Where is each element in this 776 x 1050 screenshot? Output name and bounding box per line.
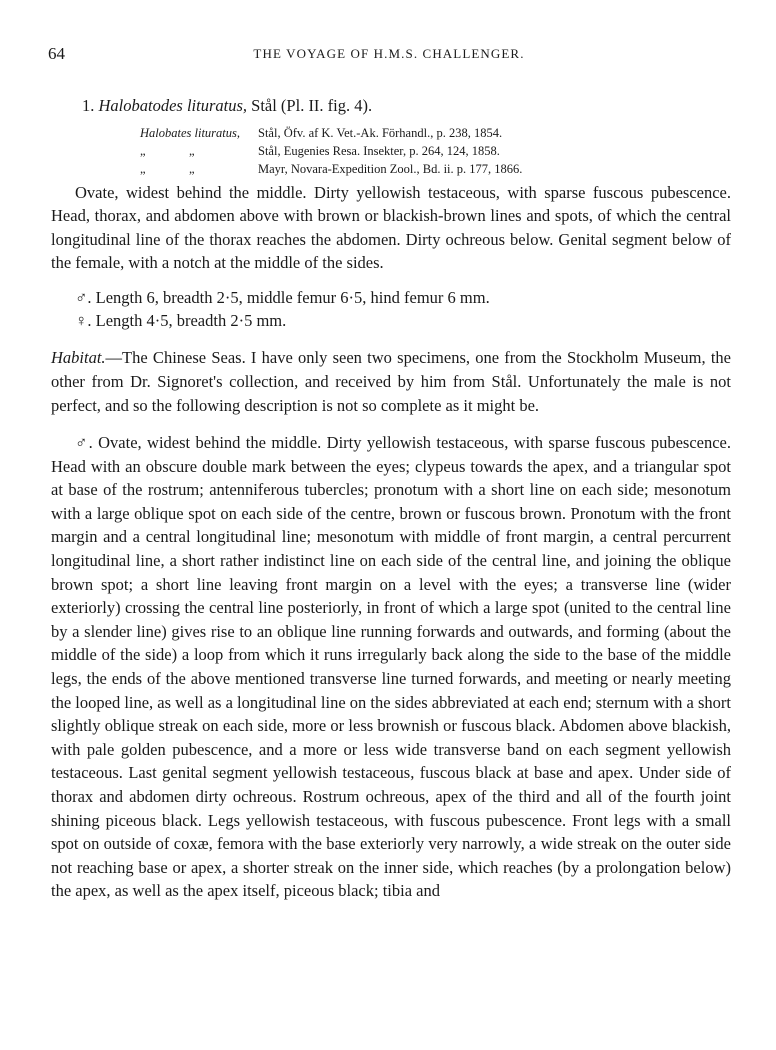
synonym-entry [140, 124, 522, 142]
species-description [51, 181, 731, 275]
male-description-paragraph: ♂. Ovate, widest behind the middle. Dirty yellowish testaceous, with sparse fuscous pubescence. Head with an obscure double mark between the eyes; clypeus towards the apex, and a triangular spot at base of the rostrum; antenniferous tubercles; pronotum with a short line on each side; mesonotum with a large oblique spot on each side of the centre, brown or fuscous brown. Pronotum with the front margin and a central longitudinal line; mesonotum with middle of front margin, a central percurrent longitudinal line, a short rather indistinct line on each side of the central line, and joining the oblique brown spot; a short line leaving front margin on a level with the eyes; a transverse line (wider exteriorly) crossing the central line posteriorly, in front of which a large spot (united to the central line by a slender line) gives rise to an oblique line running forwards and outwards, and forming (about the middle of the side) a loop from which it runs irregularly back along the side to the base of the middle legs, the ends of the above mentioned transverse line turned forwards, and meeting or nearly meeting the looped line, as well as a longitudinal line on the sides abbreviated at each end; sternum with a short slightly oblique streak on each side, more or less brownish or fuscous black. Abdomen above blackish, with pale golden pubescence, and a more or less wide transverse band on each segment yellowish testaceous. Last genital segment yellowish testaceous, fuscous black at base and apex. Under side of thorax and abdomen dirty ochreous. Rostrum ochreous, apex of the third and all of the fourth joint shining piceous black. Legs yellowish testaceous, with fuscous pubescence. Front legs with a small spot on outside of coxæ, femora with the base exteriorly very narrowly, a wide streak on the outer side not reaching base or apex, a shorter streak on the inner side, which reaches (by a prolongation below) the apex, as well as the apex itself, piceous black; tibia and [51, 433, 731, 901]
species-name: Halobatodes lituratus, [98, 96, 248, 115]
synonym-name: Halobates lituratus, [140, 126, 241, 140]
page-header [48, 44, 730, 66]
female-measurement: ♀. Length 4·5, breadth 2·5 mm. [75, 311, 287, 331]
male-measurement: ♂. Length 6, breadth 2·5, middle femur 6·5, hind femur 6 mm. [75, 288, 490, 307]
habitat-text: —The Chinese Seas. I have only seen two specimens, one from the Stockholm Museum, the other from Dr. Signoret's collection, and received by him from Stål. Unfortunately the male is not perfect, and so the following description is not so complete as it might be. [51, 348, 731, 415]
synonymy-list [140, 124, 522, 178]
synonym-citation: Stål, Öfv. af K. Vet.-Ak. Förhandl., p. 238, 1854. [258, 126, 503, 140]
species-author: Stål (Pl. II. fig. 4). [251, 96, 373, 115]
running-title: THE VOYAGE OF H.M.S. CHALLENGER. [253, 46, 525, 61]
ditto-mark: „ [189, 162, 195, 176]
habitat-paragraph [51, 346, 731, 418]
measurements [51, 286, 731, 333]
synonym-entry [140, 160, 522, 178]
synonym-entry [140, 142, 522, 160]
description-paragraph: Ovate, widest behind the middle. Dirty yellowish testaceous, with sparse fuscous pubescence. Head, thorax, and abdomen above with brown or blackish-brown lines and spots, of which the central longitudinal line of the thorax reaches the abdomen. Dirty ochreous below. Genital segment below of the female, with a notch at the middle of the sides. [51, 183, 731, 273]
habitat-label: Habitat. [51, 348, 106, 367]
ditto-mark: „ [140, 144, 146, 158]
species-heading [82, 96, 372, 116]
species-number: 1. [82, 96, 95, 115]
page-number: 64 [48, 44, 65, 63]
ditto-mark: „ [189, 144, 195, 158]
synonym-citation: Mayr, Novara-Expedition Zool., Bd. ii. p. 177, 1866. [258, 162, 523, 176]
habitat-section [51, 346, 731, 418]
male-description-section [51, 431, 731, 903]
ditto-mark: „ [140, 162, 146, 176]
synonym-citation: Stål, Eugenies Resa. Insekter, p. 264, 124, 1858. [258, 144, 500, 158]
